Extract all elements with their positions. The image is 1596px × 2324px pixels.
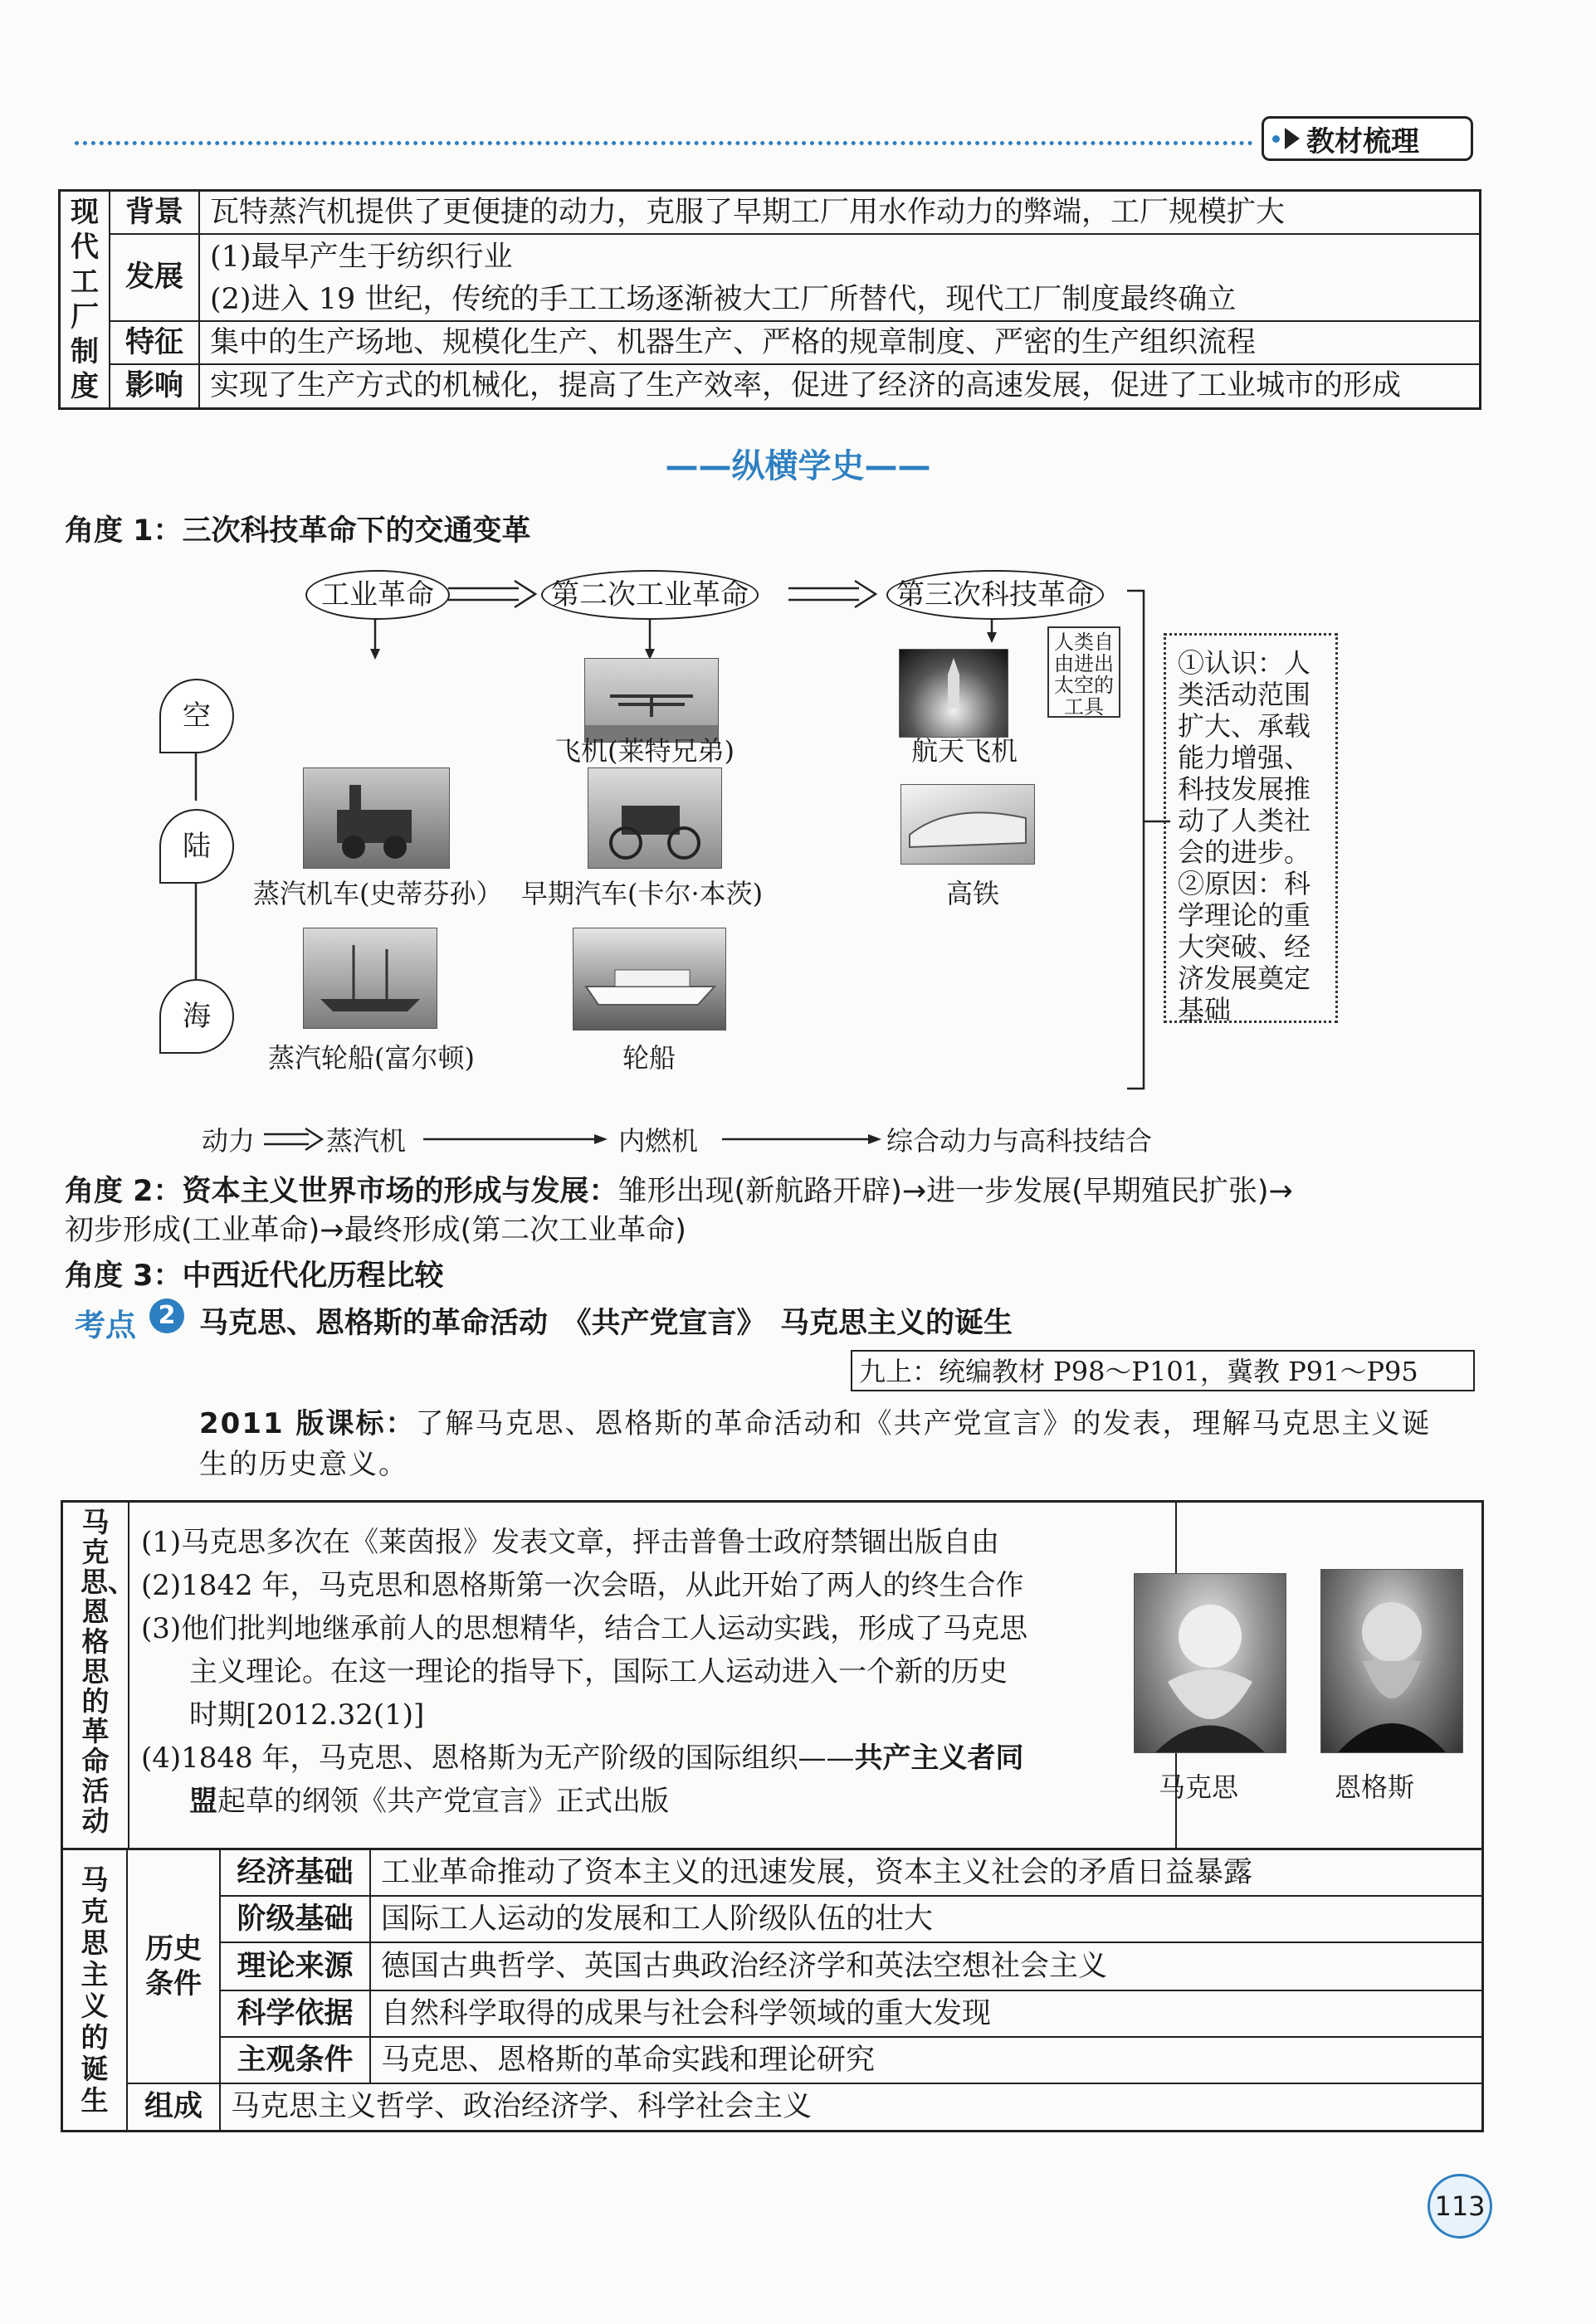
condition-text: 德国古典哲学、英国古典政治经济学和英法空想社会主义 [370, 1942, 1483, 1990]
portrait-icon [1135, 1574, 1286, 1752]
row-label: 发展 [110, 234, 199, 321]
section-tag-label: 教材梳理 [1306, 124, 1419, 158]
marx-activity-list [129, 1503, 1177, 1848]
revolution-1: 工业革命 [305, 570, 450, 620]
factory-side-title: 现代工厂制度 [60, 191, 110, 409]
page-number: 113 [1428, 2174, 1492, 2239]
airplane-icon [585, 659, 718, 742]
caption-locomotive: 蒸汽机车(史蒂芬孙） [253, 878, 503, 909]
power-stage-2: 内燃机 [618, 1125, 699, 1157]
car-photo [588, 767, 722, 869]
activity-item: (2)1842 年，马克思和恩格斯第一次会晤，从此开始了两人的终生合作 [141, 1569, 1024, 1602]
row-text: (1)最早产生于纺织行业 [199, 234, 1481, 280]
condition-text: 马克思、恩格斯的革命实践和理论研究 [370, 2037, 1483, 2083]
angle2-line2: 初步形成(工业革命)→最终形成(第二次工业革命) [65, 1214, 686, 1247]
condition-label: 主观条件 [220, 2037, 370, 2083]
caption-ship: 轮船 [622, 1042, 676, 1074]
activity-item: 盟起草的纲领《共产党宣言》正式出版 [189, 1785, 669, 1818]
condition-label: 阶级基础 [220, 1896, 370, 1942]
activity-item: 时期[2012.32(1)] [189, 1698, 425, 1732]
condition-text: 自然科学取得的成果与社会科学领域的重大发现 [370, 1990, 1483, 2037]
ship-icon [304, 928, 437, 1028]
power-label: 动力 [202, 1125, 256, 1157]
caption-rail: 高铁 [946, 878, 1000, 909]
curriculum-standard-line2: 生的历史意义。 [199, 1448, 408, 1481]
engels-portrait [1320, 1569, 1463, 1753]
double-arrow-2 [788, 581, 876, 607]
marx-side-title: 马克思、恩格思的革命活动 [63, 1503, 129, 1848]
caption-engels: 恩格斯 [1335, 1771, 1415, 1803]
condition-label: 科学依据 [220, 1990, 370, 2037]
rail-photo [900, 784, 1035, 865]
condition-label: 理论来源 [220, 1942, 370, 1990]
row-text: 瓦特蒸汽机提供了更便捷的动力，克服了早期工厂用水作动力的弊端，工厂规模扩大 [199, 191, 1481, 234]
revolution-2: 第二次工业革命 [541, 570, 759, 620]
kaodian-number: 2 [149, 1298, 184, 1333]
row-text: 集中的生产场地、规模化生产、机器生产、严格的规章制度、严密的生产组织流程 [199, 321, 1481, 364]
kaodian-label: 考点 [75, 1308, 136, 1343]
condition-label: 经济基础 [220, 1849, 370, 1896]
power-stage-1: 蒸汽机 [326, 1125, 407, 1157]
birth-side-title: 马克思主义的诞生 [62, 1849, 128, 2132]
activity-item: 主义理论。在这一理论的指导下，国际工人运动进入一个新的历史 [189, 1655, 1008, 1688]
marx-activity-block [61, 1500, 1484, 1850]
domain-land: 陆 [159, 809, 234, 884]
train-icon [901, 785, 1034, 864]
row-label: 影响 [110, 364, 199, 409]
right-bracket [1127, 591, 1144, 1089]
yacht-icon [573, 928, 725, 1030]
locomotive-icon [304, 768, 449, 868]
row-label: 特征 [110, 321, 199, 364]
power-stage-3: 综合动力与高科技结合 [886, 1125, 1153, 1157]
steamboat-photo [303, 928, 437, 1029]
caption-steamboat: 蒸汽轮船(富尔顿) [268, 1042, 475, 1074]
textbook-reference: 九上：统编教材 P98～P101，冀教 P91～P95 [851, 1350, 1475, 1391]
ship-photo [573, 928, 726, 1030]
activity-item: (4)1848 年，马克思、恩格斯为无产阶级的国际组织——共产主义者同 [141, 1742, 1024, 1775]
angle3-title: 角度 3：中西近代化历程比较 [65, 1259, 444, 1293]
shuttle-photo [899, 649, 1008, 738]
caption-shuttle: 航天飞机 [911, 735, 1018, 767]
locomotive-photo [303, 767, 450, 869]
revolution-3: 第三次科技革命 [886, 570, 1104, 620]
angle2-line1: 角度 2：资本主义世界市场的形成与发展：雏形出现(新航路开辟)→进一步发展(早期殖民扩张)→ [65, 1175, 1293, 1208]
power-double-arrow [264, 1128, 322, 1150]
domain-sea: 海 [159, 979, 234, 1054]
caption-car: 早期汽车(卡尔·本茨) [521, 878, 764, 909]
portrait-icon [1321, 1570, 1462, 1752]
curriculum-standard: 2011 版课标：了解马克思、恩格斯的革命活动和《共产党宣言》的发表，理解马克思主义诞 [199, 1407, 1432, 1440]
caption-airplane: 飞机(莱特兄弟) [554, 735, 735, 767]
double-arrow-1 [448, 581, 535, 607]
domain-air: 空 [159, 679, 234, 753]
note-box: ①认识：人 类活动范围 扩大、承载 能力增强、 科技发展推 动了人类社 会的进步。 ②原因：科 学理论的重 大突破、经 济发展奠定 基础 [1164, 633, 1338, 1023]
activity-item: (3)他们批判地继承前人的思想精华，结合工人运动实践，形成了马克思 [141, 1612, 1028, 1645]
car-icon [588, 768, 721, 868]
marx-portrait [1134, 1573, 1286, 1753]
rocket-icon [900, 650, 1008, 737]
condition-text: 工业革命推动了资本主义的迅速发展，资本主义社会的矛盾日益暴露 [370, 1849, 1483, 1896]
conditions-label: 历史条件 [127, 1849, 220, 2083]
marxism-birth-table [61, 1848, 1484, 2132]
caption-marx: 马克思 [1159, 1771, 1239, 1803]
condition-text: 国际工人运动的发展和工人阶级队伍的壮大 [370, 1896, 1483, 1942]
section-title: ——纵横学史—— [665, 447, 931, 485]
row-text: (2)进入 19 世纪，传统的手工工场逐渐被大工厂所替代，现代工厂制度最终确立 [199, 280, 1481, 321]
activity-item: (1)马克思多次在《莱茵报》发表文章，抨击普鲁士政府禁锢出版自由 [141, 1526, 1000, 1559]
space-tool-box: 人类自由进出太空的工具 [1047, 626, 1120, 718]
row-label: 背景 [110, 191, 199, 234]
row-text: 实现了生产方式的机械化，提高了生产效率，促进了经济的高速发展，促进了工业城市的形成 [199, 364, 1481, 409]
kaodian-title: 马克思、恩格斯的革命活动 《共产党宣言》 马克思主义的诞生 [199, 1307, 1013, 1340]
angle1-title: 角度 1：三次科技革命下的交通变革 [65, 514, 531, 548]
composition-text: 马克思主义哲学、政治经济学、科学社会主义 [220, 2083, 1483, 2132]
composition-label: 组成 [127, 2083, 220, 2132]
